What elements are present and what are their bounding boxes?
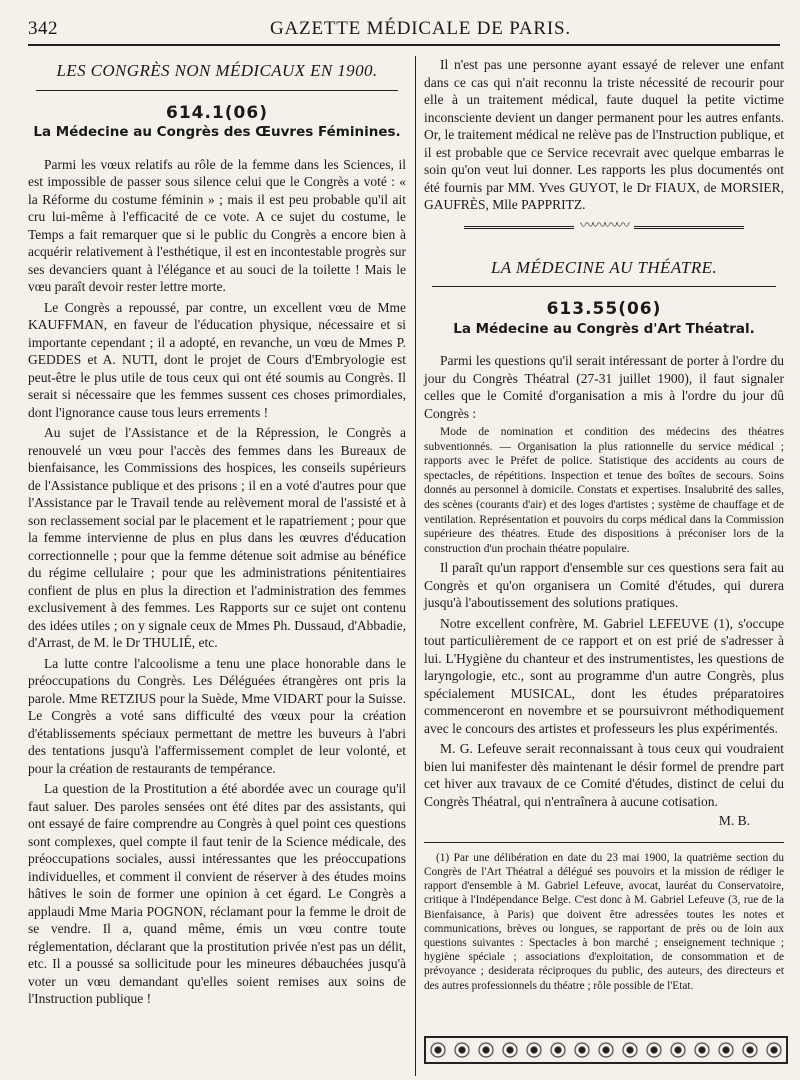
paragraph: Il paraît qu'un rapport d'ensemble sur ces questions sera fait au Congrès et qu'on organisera un Comité d'études, qui durera jusqu'à l'aboutissement des solutions pratiques. bbox=[424, 560, 784, 611]
article-title: La Médecine au Congrès d'Art Théatral. bbox=[453, 320, 755, 337]
intro-paragraph: Parmi les questions qu'il serait intéressant de porter à l'ordre du jour du Congrès Théatral (27-31 juillet 1900), il faut signaler celles que le Comité d'organisation a mis à l'ordre du jour dû Congrès : bbox=[424, 353, 784, 421]
header-rule bbox=[28, 44, 780, 46]
footnote-rule bbox=[424, 842, 784, 843]
signature: M. B. bbox=[718, 813, 750, 829]
paragraph: Le Congrès a repoussé, par contre, un excellent vœu de Mme KAUFFMAN, en faveur de l'éducation physique, nécessaire et si importante cependant ; il a adopté, en revanche, un vœu de Mmes P. GEDDES et A. NUTI, dont le projet de Cours d'Embryologie est peut-être le plus utile de tous ceux qui ont été soumis au Congrès. Il serait si nécessaire que les femmes sussent ces choses primordiales, dont l'ignorance cause tous leurs errements ! bbox=[28, 299, 406, 420]
paragraph: La question de la Prostitution a été abordée avec un courage qu'il faut saluer. Des paroles sensées ont été dites par des assistants, qui ont essayé de faire comprendre au Congrès à quel point ces questions sont complexes, quel compte il faut tenir de la Science médicale, des préoccupations sociales, aussi intéressantes que les préoccupations individuelles, et comment il convient de réserver à des études moins hâtives le soin de former une opinion à cet égard. Le Congrès a applaudi Mme Maria POGNON, réclamant pour la femme le droit de se vendre. Il a, quand même, émis un vœu contre toute réglementation, déclarant que la prostitution privée n'est pas un délit, etc. Il a poussé sa sollicitude pour les mineures débauchées jusqu'à voter un vœu demandant qu'elles soient remises aux soins de l'Instruction publique ! bbox=[28, 781, 406, 1006]
column-divider bbox=[415, 56, 416, 1076]
continued-paragraph: Il n'est pas une personne ayant essayé de relever une enfant dans ce cas qui n'ait reconnu la triste nécessité de recourir pour elle à un traitement médical, faute duquel la petite victime inconsciente devient un danger permanent pour les autres enfants. Or, le traitement médical ne relève pas de l'Instruction publique, et il est probable que ce Service recevrait avec quelque embarras le soin qu'on veut lui donner. Les rapports les plus documentés ont été fournis par MM. Yves GUYOT, le Dr FIAUX, de MORSIER, GAUFRÈS, Mlle PAPPRITZ. bbox=[424, 57, 784, 212]
page-number: 342 bbox=[28, 18, 58, 39]
paragraph: Notre excellent confrère, M. Gabriel LEFEUVE (1), s'occupe tout particulièrement de ce rapport et on est prié de s'adresser à lui. L'Hygiène du chanteur et des instrumentistes, les questions de laryngologie, etc., sont au programme d'un autre Congrès, plus spécialement MUSICAL, dont les études préparatoires commenceront en novembre et se poursuivront méthodiquement avec le concours des artistes et professeurs les plus expérimentés. bbox=[424, 615, 784, 736]
left-column bbox=[28, 56, 406, 1011]
section-rule bbox=[432, 286, 776, 287]
paragraph: La lutte contre l'alcoolisme a tenu une place honorable dans le préoccupations du Congrès. Les Déléguées étrangères ont pris la parole. Mme RETZIUS pour la Suède, Mme VIDART pour la Suisse. Le Congrès a voté sans difficulté des vœux pour la création d'établissements spéciaux permettant de mettre les buveurs à l'abri des tentations jusqu'à l'affermissement complet de leur volonté, et pour la création de restaurants de tempérance. bbox=[28, 655, 406, 776]
agenda-list: Mode de nomination et condition des médecins des théatres subventionnés. — Organisation la plus rationnelle du service médical ; rapports avec le Préfet de police. Statistique des accidents au cours de spectacles, de répétitions. Inspection et tenue des boîtes de secours. Soins donnés au personnel à domicile. Constats et expertises. Insalubrité des salles, des scènes (courants d'air) et des loges d'artistes ; système de chauffage et de ventilation. Représentation et pouvoirs du corps médical dans la Commission supérieure des théatres. Etude des dispositions à préconiser lors de la construction d'un prochain théatre populaire. bbox=[424, 426, 784, 555]
journal-title: GAZETTE MÉDICALE DE PARIS. bbox=[270, 18, 571, 39]
classification-number: 614.1(06) bbox=[166, 102, 268, 123]
section-heading-theatre: LA MÉDECINE AU THÉATRE. bbox=[490, 257, 718, 277]
ornamental-band bbox=[424, 1036, 788, 1064]
article-title: La Médecine au Congrès des Œuvres Féminines. bbox=[33, 124, 401, 140]
right-column bbox=[424, 56, 784, 996]
running-head bbox=[28, 14, 780, 40]
paragraph: M. G. Lefeuve serait reconnaissant à tous ceux qui voudraient bien lui manifester dès maintenant le désir formel de prendre part cet hiver aux travaux de ce Comité d'études, distinct de celui du Congrès Théatral, qui n'entraînera à aucune cotisation. bbox=[424, 741, 784, 809]
ornamental-divider bbox=[464, 226, 744, 241]
section-rule bbox=[36, 90, 398, 91]
section-heading-congres: LES CONGRÈS NON MÉDICAUX EN 1900. bbox=[56, 61, 378, 80]
paragraph: Parmi les vœux relatifs au rôle de la femme dans les Sciences, il est impossible de passer sous silence celui que le Congrès a voté : « la Réforme du costume féminin » ; mais il est peu probable qu'il ait cru lui-même à l'efficacité de ce vote. A ce sujet du costume, le Temps a fait remarquer que si le public du Congrès a encore bien à acquérir relativement à l'esthétique, il est en incontestable progrès sur ses devanciers quant à l'élégance et au souci de la toilette ! Mais le vœu paraît devoir rester lettre morte. bbox=[28, 156, 406, 294]
classification-number: 613.55(06) bbox=[546, 299, 662, 319]
paragraph: Au sujet de l'Assistance et de la Répression, le Congrès a renouvelé un vœu pour l'accès des femmes dans les Bureaux de bienfaisance, les Commissions des hospices, les conseils supérieurs de l'Assistance publique et des prisons ; il en a voté d'autres pour que l'Assistance par le Travail tende au relèvement moral de l'assisté et à son reclassement social par le placement et le rapatriement ; pour que la femme intervienne de plus en plus dans les œuvres d'éducation correctionnelle ; pour que la femme détenue soit admise au bénéfice du régime cellulaire ; pour que les administrations pénitentiaires confient de plus en plus la direction et l'administration des femmes exclusivement à des femmes. Les Rapports sur ce sujet ont contenu des idées utiles ; on y signale ceux de Mmes Ph. Dussaud, d'Abbadie, d'Arrast, de M. le Dr THULIÉ, etc. bbox=[28, 425, 406, 650]
footnote: (1) Par une délibération en date du 23 mai 1900, la quatrième section du Congrès de l'Art Théatral a délégué ses pouvoirs et la mission de rédiger le rapport d'ensemble à M. Gabriel Lefeuve, avocat, lauréat du Conservatoire, critique à l'Indépendance Belge. C'est donc à M. Gabriel Lefeuve (3, rue de la Bienfaisance, à Paris) que doivent être adressées toutes les notes et communications, brèves ou longues, se rapportant de près ou de loin aux questions suivantes : Spectacles à bon marché ; enseignement technique ; hygiène spéciale ; associations d'exploitation, de consommation et de prévoyance ; desiderata réciproques du public, des auteurs, des directeurs et des autres professionnels du théatre ; rôle possible de l'Etat. bbox=[424, 851, 784, 992]
